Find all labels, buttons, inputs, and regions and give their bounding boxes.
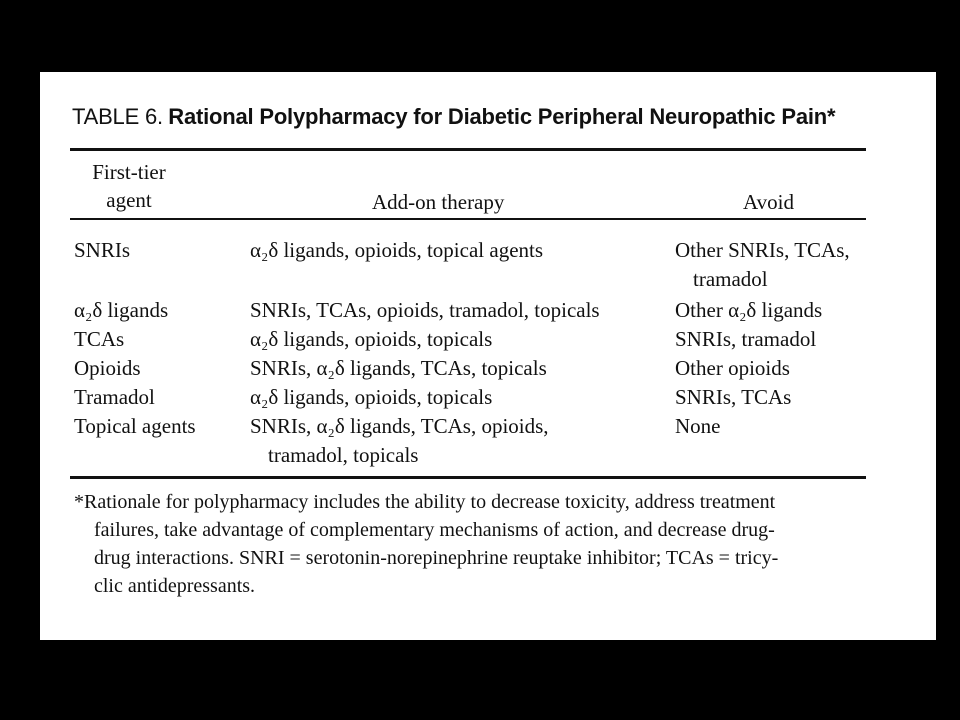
cell-agent: Opioids [74, 356, 141, 380]
cell-agent: TCAs [74, 327, 125, 351]
header-avoid: Avoid [743, 190, 794, 214]
table-body [74, 236, 874, 472]
cell-add-on-line1: SNRIs, α₂δ ligands, TCAs, opioids, [250, 414, 549, 438]
cell-avoid: SNRIs, TCAs [675, 385, 792, 409]
cell-avoid: Other α₂δ ligands [675, 298, 823, 322]
table-row [74, 325, 874, 354]
table-row [74, 412, 874, 472]
table-row [74, 354, 874, 383]
cell-add-on: α₂δ ligands, opioids, topicals [250, 385, 493, 409]
table-row [74, 296, 874, 325]
cell-add-on: α₂δ ligands, opioids, topicals [250, 327, 493, 351]
top-rule [70, 148, 866, 151]
footnote-line: clic antidepressants. [94, 575, 256, 597]
cell-avoid: Other opioids [675, 356, 790, 380]
table-footnote [74, 488, 874, 600]
cell-avoid [675, 236, 850, 294]
cell-add-on: SNRIs, TCAs, opioids, tramadol, topicals [250, 298, 600, 322]
cell-add-on [250, 412, 549, 470]
footnote-line: *Rationale for polypharmacy includes the ability to decrease toxicity, address treatment [74, 491, 776, 513]
table-row [74, 383, 874, 412]
table-title [72, 104, 835, 130]
header-rule [70, 218, 866, 220]
table-label: TABLE 6. [72, 104, 163, 129]
cell-add-on: α₂δ ligands, opioids, topical agents [250, 238, 544, 262]
header-first-tier-line2: agent [106, 188, 152, 212]
table-panel [40, 72, 936, 640]
cell-avoid: None [675, 414, 721, 438]
header-first-tier [74, 158, 184, 214]
header-add-on: Add-on therapy [372, 190, 505, 214]
cell-agent: Topical agents [74, 414, 196, 438]
bottom-rule [70, 476, 866, 479]
cell-add-on: SNRIs, α₂δ ligands, TCAs, topicals [250, 356, 547, 380]
cell-avoid-line2: tramadol [693, 267, 768, 291]
header-first-tier-line1: First-tier [92, 160, 166, 184]
cell-agent: α₂δ ligands [74, 298, 169, 322]
cell-avoid: SNRIs, tramadol [675, 327, 817, 351]
footnote-line: drug interactions. SNRI = serotonin-norepinephrine reuptake inhibitor; TCAs = tricy- [94, 547, 779, 569]
cell-agent: SNRIs [74, 238, 131, 262]
footnote-line: failures, take advantage of complementary mechanisms of action, and decrease drug- [94, 519, 775, 541]
table-row [74, 236, 874, 296]
cell-avoid-line1: Other SNRIs, TCAs, [675, 238, 850, 262]
cell-agent: Tramadol [74, 385, 155, 409]
table-title-text: Rational Polypharmacy for Diabetic Peripheral Neuropathic Pain* [168, 104, 836, 129]
cell-add-on-line2: tramadol, topicals [268, 443, 419, 467]
